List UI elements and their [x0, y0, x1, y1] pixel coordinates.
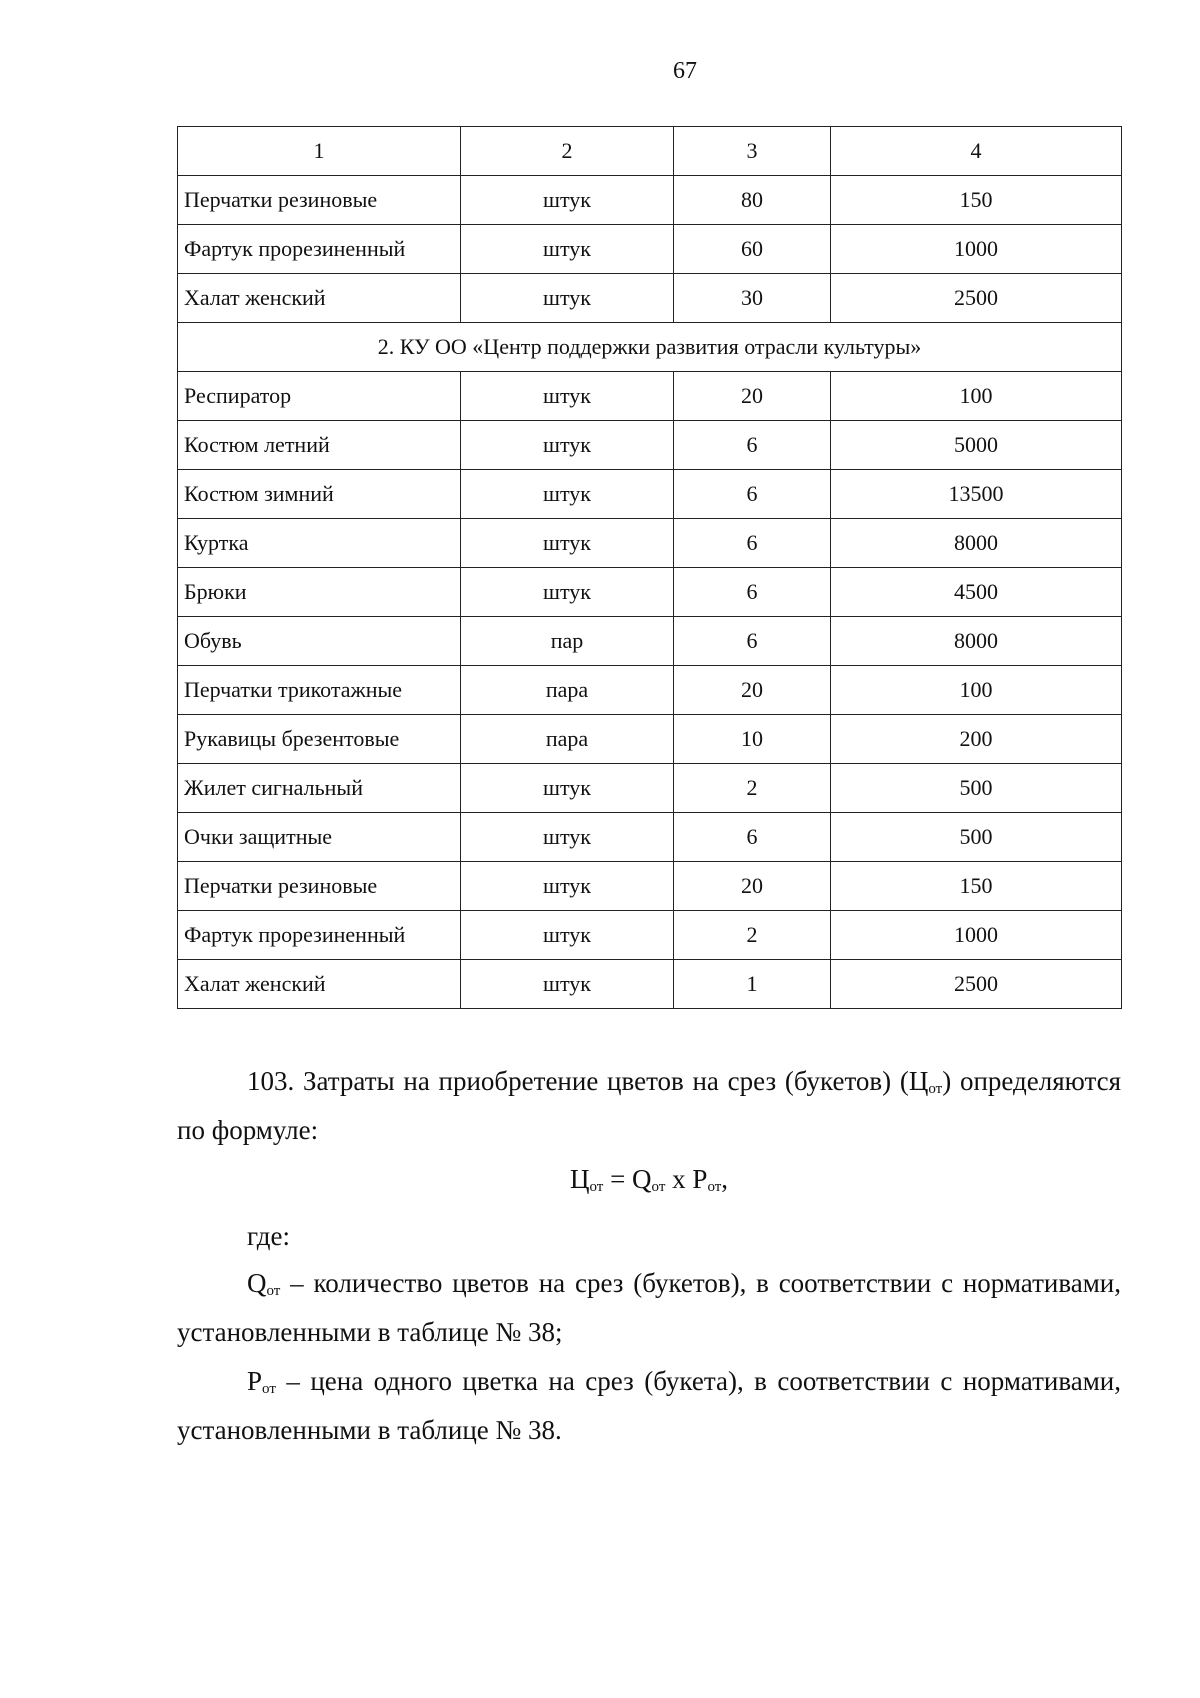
- cell-unit: штук: [461, 568, 674, 617]
- formula: [177, 1159, 1121, 1208]
- cell-unit: штук: [461, 764, 674, 813]
- cell-price: 2500: [831, 274, 1122, 323]
- cell-name: Очки защитные: [178, 813, 461, 862]
- table-row: [178, 372, 1122, 421]
- cell-price: 100: [831, 666, 1122, 715]
- paragraph-103-end: ) определяются по формуле:: [177, 1066, 1121, 1145]
- cell-name: Перчатки резиновые: [178, 176, 461, 225]
- header-col-3: 3: [674, 127, 831, 176]
- paragraph-103-main: 103. Затраты на приобретение цветов на срез (букетов) (Ц: [247, 1066, 929, 1096]
- cell-quantity: 6: [674, 813, 831, 862]
- cell-name: Рукавицы брезентовые: [178, 715, 461, 764]
- cell-quantity: 6: [674, 519, 831, 568]
- table-row: [178, 715, 1122, 764]
- cell-unit: пар: [461, 617, 674, 666]
- cell-quantity: 20: [674, 862, 831, 911]
- formula-q-sub: от: [651, 1179, 666, 1195]
- definition-q-text: – количество цветов на срез (букетов), в соответствии с нормативами, установленными в таблице № 38;: [177, 1268, 1121, 1347]
- table-row: [178, 274, 1122, 323]
- cell-name: Жилет сигнальный: [178, 764, 461, 813]
- cell-unit: штук: [461, 911, 674, 960]
- cell-unit: штук: [461, 372, 674, 421]
- cell-quantity: 20: [674, 666, 831, 715]
- cell-price: 1000: [831, 225, 1122, 274]
- definition-p-sub: от: [262, 1381, 276, 1397]
- cell-unit: штук: [461, 862, 674, 911]
- cell-quantity: 2: [674, 764, 831, 813]
- cell-price: 100: [831, 372, 1122, 421]
- cell-price: 2500: [831, 960, 1122, 1009]
- cell-quantity: 10: [674, 715, 831, 764]
- cell-price: 4500: [831, 568, 1122, 617]
- section-row: [178, 323, 1122, 372]
- cell-quantity: 20: [674, 372, 831, 421]
- cell-unit: штук: [461, 470, 674, 519]
- cell-quantity: 1: [674, 960, 831, 1009]
- cell-unit: штук: [461, 421, 674, 470]
- cell-name: Фартук прорезиненный: [178, 911, 461, 960]
- formula-eq: = Q: [603, 1164, 652, 1194]
- table-row: [178, 911, 1122, 960]
- cell-name: Респиратор: [178, 372, 461, 421]
- cell-quantity: 80: [674, 176, 831, 225]
- text-block: [177, 1061, 1121, 1459]
- formula-tail: ,: [721, 1164, 729, 1194]
- cell-quantity: 6: [674, 568, 831, 617]
- cell-unit: штук: [461, 813, 674, 862]
- table-row: [178, 813, 1122, 862]
- cell-price: 8000: [831, 519, 1122, 568]
- norms-table: [177, 126, 1122, 1009]
- header-col-1: 1: [178, 127, 461, 176]
- table-row: [178, 960, 1122, 1009]
- page-number: 67: [673, 58, 697, 84]
- table-body: [178, 127, 1122, 1009]
- cell-name: Куртка: [178, 519, 461, 568]
- cell-name: Фартук прорезиненный: [178, 225, 461, 274]
- table-row: [178, 519, 1122, 568]
- cell-quantity: 30: [674, 274, 831, 323]
- header-col-4: 4: [831, 127, 1122, 176]
- table-header-row: [178, 127, 1122, 176]
- definition-p: [177, 1361, 1121, 1451]
- cell-unit: штук: [461, 176, 674, 225]
- cell-quantity: 60: [674, 225, 831, 274]
- table-row: [178, 862, 1122, 911]
- definition-q-symbol: Q: [247, 1268, 267, 1298]
- formula-times: x P: [665, 1164, 708, 1194]
- cell-price: 150: [831, 862, 1122, 911]
- cell-quantity: 6: [674, 470, 831, 519]
- table-row: [178, 176, 1122, 225]
- cell-price: 150: [831, 176, 1122, 225]
- where-label: где:: [247, 1221, 290, 1251]
- cell-price: 8000: [831, 617, 1122, 666]
- cell-quantity: 2: [674, 911, 831, 960]
- cell-quantity: 6: [674, 421, 831, 470]
- definition-q-sub: от: [266, 1283, 281, 1299]
- paragraph-103: [177, 1061, 1121, 1151]
- table-row: [178, 225, 1122, 274]
- cell-unit: штук: [461, 225, 674, 274]
- paragraph-103-sub: от: [928, 1081, 943, 1097]
- table-row: [178, 568, 1122, 617]
- header-col-2: 2: [461, 127, 674, 176]
- cell-unit: штук: [461, 960, 674, 1009]
- cell-price: 500: [831, 813, 1122, 862]
- table-row: [178, 421, 1122, 470]
- formula-p-sub: от: [707, 1179, 722, 1195]
- cell-price: 1000: [831, 911, 1122, 960]
- cell-name: Халат женский: [178, 274, 461, 323]
- table-row: [178, 764, 1122, 813]
- cell-unit: штук: [461, 519, 674, 568]
- cell-unit: штук: [461, 274, 674, 323]
- section-title: 2. КУ ОО «Центр поддержки развития отрасли культуры»: [178, 323, 1122, 372]
- formula-lhs: Ц: [569, 1164, 590, 1194]
- cell-price: 500: [831, 764, 1122, 813]
- cell-name: Халат женский: [178, 960, 461, 1009]
- cell-unit: пара: [461, 666, 674, 715]
- formula-lhs-sub: от: [589, 1179, 604, 1195]
- cell-price: 200: [831, 715, 1122, 764]
- cell-quantity: 6: [674, 617, 831, 666]
- cell-unit: пара: [461, 715, 674, 764]
- cell-name: Перчатки резиновые: [178, 862, 461, 911]
- table-row: [178, 666, 1122, 715]
- cell-price: 5000: [831, 421, 1122, 470]
- definition-q: [177, 1263, 1121, 1353]
- cell-price: 13500: [831, 470, 1122, 519]
- table-row: [178, 617, 1122, 666]
- cell-name: Брюки: [178, 568, 461, 617]
- table-row: [178, 470, 1122, 519]
- definition-p-symbol: P: [247, 1366, 263, 1396]
- cell-name: Перчатки трикотажные: [178, 666, 461, 715]
- definition-p-text: – цена одного цветка на срез (букета), в соответствии с нормативами, установленными в таблице № 38.: [177, 1366, 1121, 1445]
- cell-name: Обувь: [178, 617, 461, 666]
- cell-name: Костюм летний: [178, 421, 461, 470]
- cell-name: Костюм зимний: [178, 470, 461, 519]
